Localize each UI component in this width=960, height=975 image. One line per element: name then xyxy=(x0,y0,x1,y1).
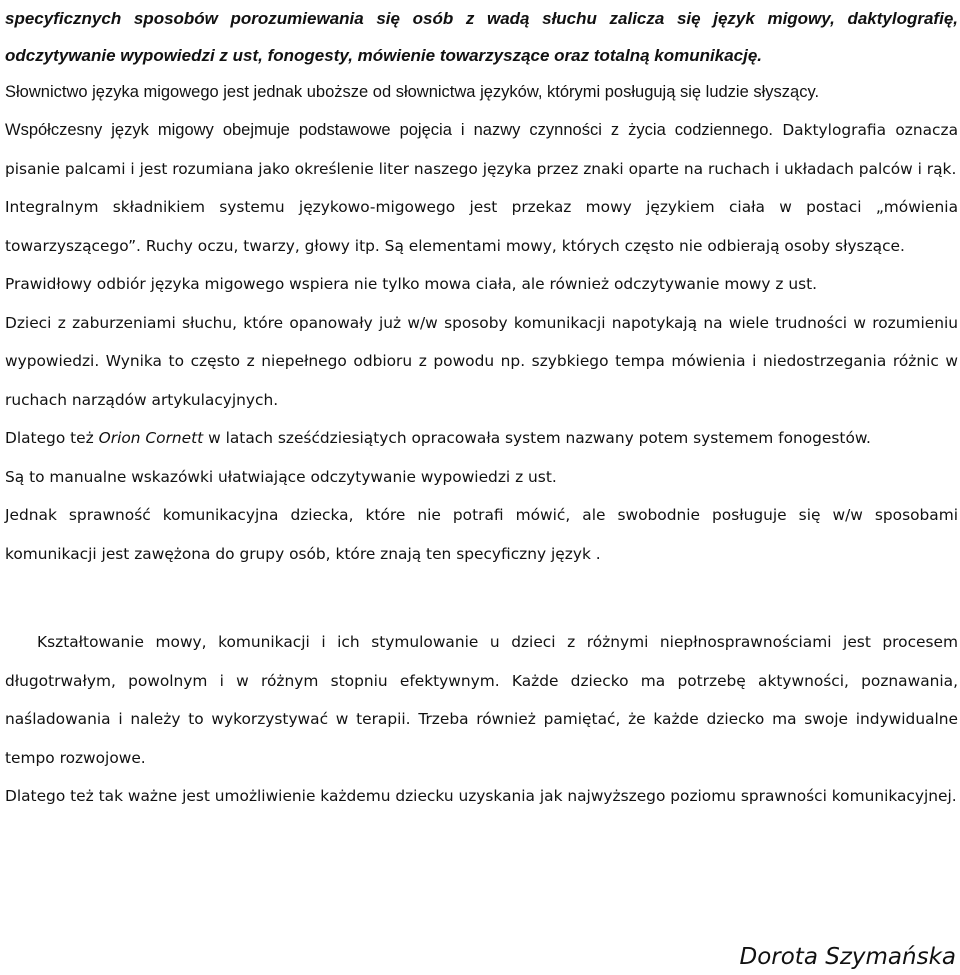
paragraph-spacer xyxy=(5,573,958,623)
paragraph-reception: Prawidłowy odbiór języka migowego wspiera nie tylko mowa ciała, ale również odczytywanie mowy z ust. xyxy=(5,275,818,293)
document-page xyxy=(5,0,958,816)
paragraph-efficiency: Jednak sprawność komunikacyjna dziecka, które nie potrafi mówić, ale swobodnie posługuje się w/w sposobami komunikacji jest zawężona do grupy osób, które znają ten specyficzny język . xyxy=(5,506,958,563)
paragraph-sign-language-part1: Współczesny język migowy obejmuje podstawowe pojęcia i nazwy czynności z życia codziennego. xyxy=(5,121,773,139)
paragraph-intro: specyficznych sposobów porozumiewania się osób z wadą słuchu zalicza się język migowy, daktylografię, odczytywanie wypowiedzi z ust, fonogesty, mówienie towarzyszące oraz totalną komunikację. xyxy=(5,9,958,65)
paragraph-difficulties: Dzieci z zaburzeniami słuchu, które opanowały już w/w sposoby komunikacji napotykają na wiele trudności w rozumieniu wypowiedzi. Wynika to często z niepełnego odbioru z powodu np. szybkiego tempa mówienia i niedostrzegania różnic w ruchach narządów artykulacyjnych. xyxy=(5,313,958,409)
paragraph-manual-hints: Są to manualne wskazówki ułatwiające odczytywanie wypowiedzi z ust. xyxy=(5,467,557,486)
paragraph-cornett xyxy=(5,419,958,458)
author-signature: Dorota Szymańska xyxy=(739,944,956,970)
paragraph-integral: Integralnym składnikiem systemu językowo-migowego jest przekaz mowy językiem ciała w postaci „mówienia towarzyszącego”. Ruchy oczu, twarzy, głowy itp. Są elementami mowy, których często nie odbierają osoby słyszące. xyxy=(5,198,958,255)
paragraph-cornett-post: w latach sześćdziesiątych opracowała system nazwany potem systemem fonogestów. xyxy=(203,429,871,447)
paragraph-conclusion: Dlatego też tak ważne jest umożliwienie każdemu dziecku uzyskania jak najwyższego poziomu sprawności komunikacyjnej. xyxy=(5,787,957,805)
paragraph-shaping-speech: Kształtowanie mowy, komunikacji i ich stymulowanie u dzieci z różnymi niepłnosprawnościami jest procesem długotrwałym, powolnym i w różnym stopniu efektywnym. Każde dziecko ma potrzebę aktywności, poznawania, naśladowania i należy to wykorzystywać w terapii. Trzeba również pamiętać, że każde dziecko ma swoje indywidualne tempo rozwojowe. xyxy=(5,633,958,767)
paragraph-cornett-pre: Dlatego też xyxy=(5,429,99,447)
person-name: Orion Cornett xyxy=(98,429,204,447)
paragraph-vocabulary: Słownictwo języka migowego jest jednak uboższe od słownictwa języków, którymi posługują się ludzie słyszący. xyxy=(5,83,820,101)
paragraph-dactylography: Daktylografia oznacza pisanie palcami i jest rozumiana jako określenie liter naszego języka przez znaki oparte na ruchach i układach palców i rąk. xyxy=(5,121,959,178)
paragraph-sign-language xyxy=(5,111,958,188)
